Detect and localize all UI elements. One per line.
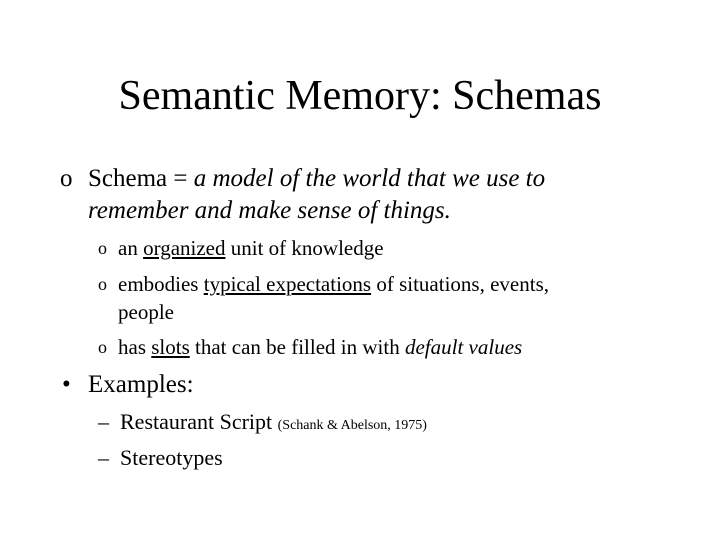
examples-label: Examples: [88,371,194,398]
slide: Semantic Memory: Schemas o Schema = a model of the world that we use to remember and make sense of things. o an organized unit of knowledge o embodies typical expectations of situations, events, people o has slots that can be filled in with default values • Examples: – Restaurant Script (Schank & Abelson, 1975) – Stereotypes [0,0,720,540]
dash-icon: – [98,409,109,434]
bullet-o-icon: o [60,165,73,192]
sub-bullet-o-icon: o [98,274,107,294]
schema-definition-line2: remember and make sense of things. [88,197,451,224]
schema-definition-line1: a model of the world that we use to [193,165,546,192]
underlined-term: typical expectations [203,272,372,296]
sub-bullet-o-icon: o [98,337,107,357]
italic-term: default values [404,335,523,359]
citation: (Schank & Abelson, 1975) [277,418,427,433]
dash-icon: – [98,445,109,470]
bullet-dot-icon: • [62,371,71,398]
slide-title: Semantic Memory: Schemas [118,73,602,119]
sub-bullet-o-icon: o [98,238,107,258]
schema-label: Schema = [88,165,194,192]
underlined-term: slots [151,335,190,359]
underlined-term: organized [143,236,226,260]
